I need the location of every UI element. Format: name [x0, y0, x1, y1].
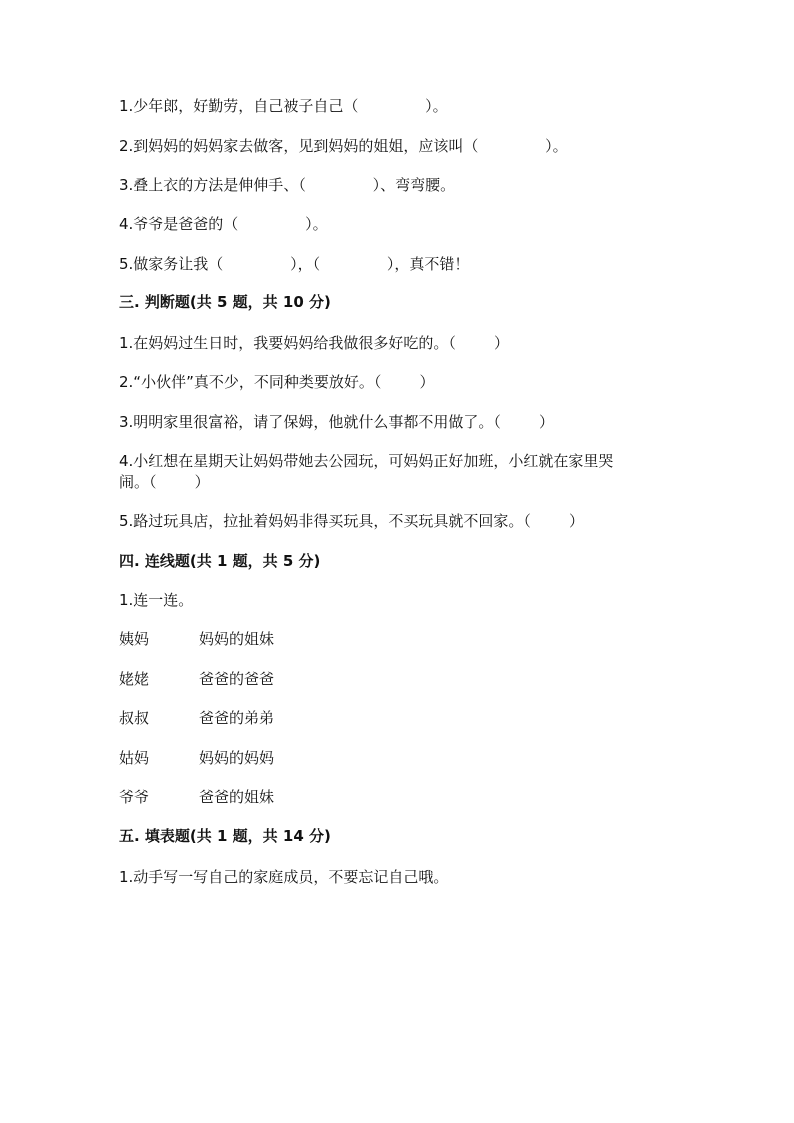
matching-right-3: 爸爸的弟弟 [199, 709, 275, 727]
table-section-title: 五. 填表题(共 1 题，共 14 分) [119, 827, 331, 845]
matching-right-5: 爸爸的姐妹 [199, 788, 275, 806]
judge-question-3: 3.明明家里很富裕，请了保姆，他就什么事都不用做了。（ ） [119, 413, 554, 431]
matching-left-1: 姨妈 [119, 630, 150, 648]
fill-question-4: 4.爷爷是爸爸的（ ）。 [119, 215, 328, 233]
matching-left-4: 姑妈 [119, 749, 150, 767]
fill-question-5: 5.做家务让我（ ），（ ），真不错！ [119, 255, 470, 273]
fill-question-2: 2.到妈妈的妈妈家去做客，见到妈妈的姐姐，应该叫（ ）。 [119, 137, 568, 155]
fill-question-3: 3.叠上衣的方法是伸伸手、（ ）、弯弯腰。 [119, 176, 456, 194]
matching-left-2: 姥姥 [119, 670, 150, 688]
matching-left-5: 爷爷 [119, 788, 150, 806]
judge-section-title: 三. 判断题(共 5 题，共 10 分) [119, 293, 331, 311]
matching-right-1: 妈妈的姐妹 [199, 630, 275, 648]
judge-question-1: 1.在妈妈过生日时，我要妈妈给我做很多好吃的。（ ） [119, 334, 509, 352]
matching-right-2: 爸爸的爸爸 [199, 670, 275, 688]
matching-question: 1.连一连。 [119, 591, 194, 609]
fill-question-1: 1.少年郎，好勤劳，自己被子自己（ ）。 [119, 97, 448, 115]
judge-question-4: 4.小红想在星期天让妈妈带她去公园玩，可妈妈正好加班，小红就在家里哭 闹。（ ） [119, 452, 614, 491]
matching-right-4: 妈妈的妈妈 [199, 749, 275, 767]
matching-left-3: 叔叔 [119, 709, 150, 727]
judge-question-5: 5.路过玩具店，拉扯着妈妈非得买玩具，不买玩具就不回家。（ ） [119, 512, 584, 530]
matching-section-title: 四. 连线题(共 1 题，共 5 分) [119, 552, 321, 570]
table-question: 1.动手写一写自己的家庭成员，不要忘记自己哦。 [119, 868, 449, 886]
judge-question-2: 2.“小伙伴”真不少，不同种类要放好。（ ） [119, 373, 435, 391]
